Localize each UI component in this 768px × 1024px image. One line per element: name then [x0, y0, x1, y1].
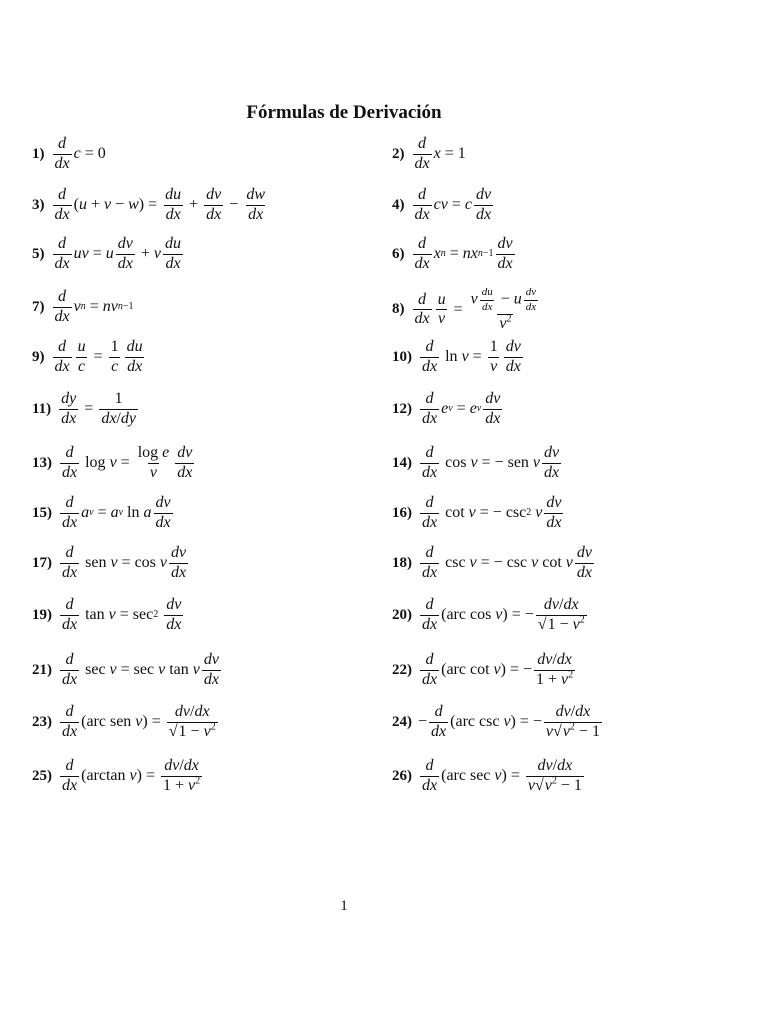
formula-label: 11) [32, 400, 52, 417]
formula-12: 12) d dx e v = e v dv dx [392, 390, 501, 427]
formula-label: 5) [32, 245, 45, 262]
formula-label: 20) [392, 606, 412, 623]
formula-label: 12) [392, 400, 412, 417]
formula-2: 2) d dx x = 1 [392, 135, 466, 172]
formula-label: 25) [32, 767, 52, 784]
formula-20: 20) d dx (arc cos v ) = − dv/dx $√1 - v^2$ [392, 596, 585, 633]
formula-label: 8) [392, 301, 405, 318]
formula-19: 19) d dx tan v = sec 2 dv dx [32, 596, 182, 633]
formula-label: 26) [392, 767, 412, 784]
formula-5: 5) d dx uv = u dv dx + v du dx [32, 235, 181, 272]
formula-10: 10) d dx ln v = 1 v dv dx [392, 338, 521, 375]
formula-15: 15) d dx a v = a v ln a dv dx [32, 494, 171, 531]
formula-23: 23) d dx (arc sen v ) = dv/dx $√1 - v^2$ [32, 703, 216, 740]
formula-24: 24) − d dx (arc csc v ) = − dv/dx $v√v^2 - 1$ [392, 703, 600, 740]
formula-label: 13) [32, 454, 52, 471]
formula-21: 21) d dx sec v = sec v tan v dv dx [32, 651, 219, 688]
formula-26: 26) d dx (arc sec v ) = dv/dx $v√v^2 - 1$ [392, 757, 582, 794]
formula-label: 17) [32, 554, 52, 571]
formula-17: 17) d dx sen v = cos v dv dx [32, 544, 187, 581]
formula-label: 3) [32, 196, 45, 213]
formula-7: 7) d dx v n = nv n−1 [32, 288, 134, 325]
formula-11: 11) dy dx = 1 dx/dy [32, 390, 136, 427]
formula-label: 14) [392, 454, 412, 471]
page-title: Fórmulas de Derivación [246, 102, 442, 123]
formula-25: 25) d dx (arctan v ) = dv/dx $1 + v^2$ [32, 757, 201, 794]
formula-22: 22) d dx (arc cot v ) = − dv/dx $1 + v^2$ [392, 651, 574, 688]
formula-label: 16) [392, 504, 412, 521]
formula-16: 16) d dx cot v = − csc 2 v dv dx [392, 494, 562, 531]
formula-label: 24) [392, 713, 412, 730]
formula-label: 18) [392, 554, 412, 571]
formula-1: 1) d dx c = 0 [32, 135, 106, 172]
formula-4: 4) d dx cv = c dv dx [392, 186, 492, 223]
page-number: 1 [340, 898, 348, 914]
formula-14: 14) d dx cos v = − sen v dv dx [392, 444, 560, 481]
formula-label: 10) [392, 348, 412, 365]
formula-8: 8) d dx u v = v $\frac{du}{dx}$ − u $\frac{dv}{dx}$ $v^2$ [392, 286, 537, 333]
formula-label: 22) [392, 661, 412, 678]
formula-9: 9) d dx u c = 1 c du dx [32, 338, 143, 375]
formula-label: 2) [392, 145, 405, 162]
formula-label: 15) [32, 504, 52, 521]
formula-label: 1) [32, 145, 45, 162]
formula-label: 19) [32, 606, 52, 623]
formula-label: 4) [392, 196, 405, 213]
formula-3: 3) d dx ( u + v − w ) = du dx + dv dx − dw dx [32, 186, 265, 223]
formula-6: 6) d dx x n = nx n−1 dv dx [392, 235, 513, 272]
formula-label: 9) [32, 348, 45, 365]
formula-label: 21) [32, 661, 52, 678]
formula-label: 23) [32, 713, 52, 730]
formula-13: 13) d dx log v = log e v dv dx [32, 444, 193, 481]
formula-label: 6) [392, 245, 405, 262]
formula-label: 7) [32, 298, 45, 315]
formula-18: 18) d dx csc v = − csc v cot v dv dx [392, 544, 593, 581]
